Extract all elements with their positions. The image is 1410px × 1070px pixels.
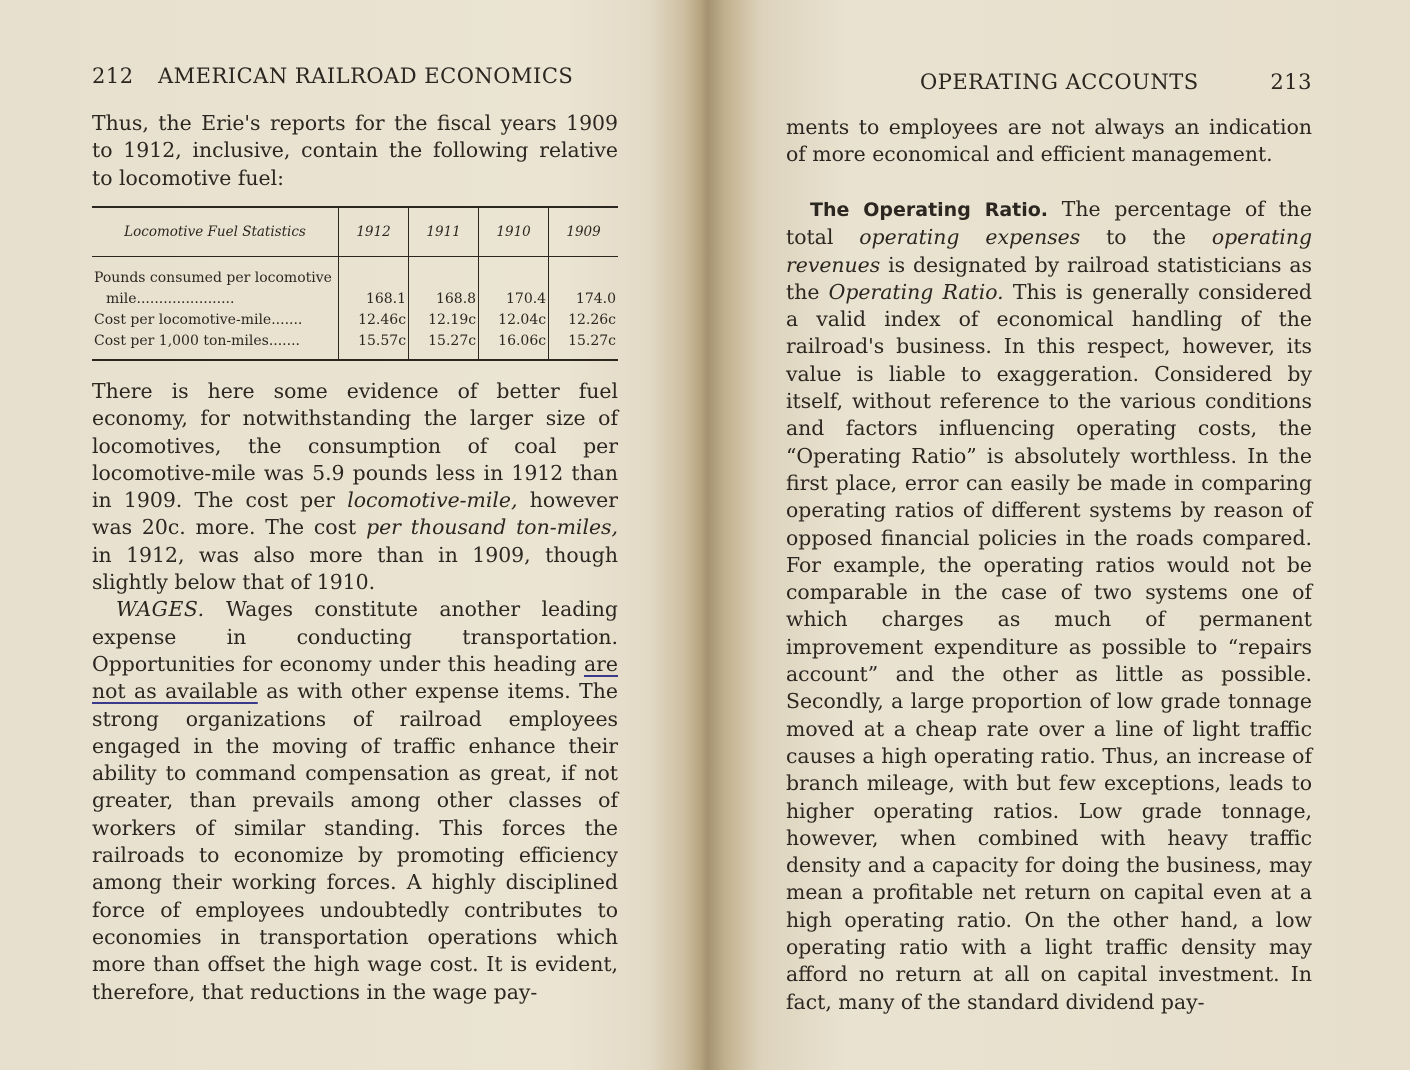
- table-header-label: Locomotive Fuel Statistics: [92, 208, 339, 257]
- row-label: Cost per 1,000 ton-miles.......: [94, 332, 300, 349]
- table-row: [92, 330, 618, 359]
- table-header-1912: 1912: [339, 208, 409, 257]
- left-body-text: [92, 378, 618, 1006]
- right-page: [786, 0, 1312, 1070]
- continuation-paragraph: [786, 114, 1312, 169]
- table-header-1911: 1911: [409, 208, 479, 257]
- table-cell: 15.27c: [409, 330, 479, 359]
- row-label: Pounds consumed per locomotive: [94, 269, 332, 286]
- table-cell: 15.57c: [339, 330, 409, 359]
- table-header-1910: 1910: [479, 208, 549, 257]
- left-page: [92, 0, 618, 1070]
- left-running-head: [92, 64, 618, 94]
- operating-ratio-paragraph: The Operating Ratio. The percentage of the total operating expenses to the operating revenues is designated by railroad statisticians as the Operating Ratio. This is generally considered a valid index of economical handling of the railroad's business. In this respect, however, its value is liable to exaggeration. Considered by itself, without reference to the various conditions and factors influencing operating costs, the “Operating Ratio” is absolutely worthless. In the first place, error can easily be made in comparing operating ratios of different systems by reason of opposed financial policies in the roads compared. For example, the operating ratios would not be comparable in the case of two systems one of which charges as much of permanent improvement expenditure as possible to “repairs account” and the other as little as possible. Secondly, a large proportion of low grade tonnage moved at a cheap rate over a line of light traffic causes a high operating ratio. Thus, an increase of branch mileage, with but few exceptions, leads to higher operating ratios. Low grade tonnage, however, when combined with heavy traffic density and a capacity for doing the business, may mean a profitable net return on capital even at a high operating ratio. On the other hand, a low operating ratio with a light traffic density may afford no return at all on capital investment. In fact, many of the standard dividend pay-: [786, 197, 1313, 1014]
- table-header-1909: 1909: [549, 208, 618, 257]
- fuel-economy-paragraph: There is here some evidence of better fuel economy, for notwithstanding the larger size of locomotives, the consumption of coal per locomotive-mile was 5.9 pounds less in 1912 than in 1909. The cost per locomotive-mile, however was 20c. more. The cost per thousand ton-miles, in 1912, was also more than in 1909, though slightly below that of 1910.: [92, 379, 618, 595]
- section-heading: The Operating Ratio.: [810, 199, 1049, 221]
- fuel-statistics-table: [92, 206, 618, 361]
- intro-text: Thus, the Erie's reports for the fiscal years 1909 to 1912, inclusive, contain the following relative to locomotive fuel:: [92, 111, 618, 190]
- table-row: [92, 288, 618, 309]
- table-cell: 168.1: [339, 288, 409, 309]
- table-cell: 16.06c: [479, 330, 549, 359]
- table-cell: 12.19c: [409, 309, 479, 330]
- row-label: Cost per locomotive-mile.......: [94, 311, 303, 328]
- right-page-number: 213: [1270, 70, 1312, 94]
- table-cell: 170.4: [479, 288, 549, 309]
- right-running-head: [786, 70, 1312, 100]
- table-cell: 174.0: [549, 288, 618, 309]
- table-cell: 15.27c: [549, 330, 618, 359]
- wages-paragraph: WAGES. Wages constitute another leading expense in conducting transportation. Opportunities for economy under this heading are not as available as with other expense items. The strong organizations of railroad employees engaged in the moving of traffic enhance their ability to command compensation as great, if not greater, than prevails among other classes of workers of similar standing. This forces the railroads to economize by promoting efficiency among their working forces. A highly disciplined force of employees undoubtedly contributes to economies in transportation operations which more than offset the high wage cost. It is evident, therefore, that reductions in the wage pay-: [92, 597, 618, 1004]
- operating-ratio-section: [786, 196, 1312, 1016]
- table-cell: 12.04c: [479, 309, 549, 330]
- row-label: mile......................: [106, 290, 235, 307]
- table-cell: 168.8: [409, 288, 479, 309]
- wages-heading: WAGES.: [116, 597, 205, 622]
- table-cell: 12.46c: [339, 309, 409, 330]
- left-page-number: 212: [92, 64, 134, 88]
- table-cell: 12.26c: [549, 309, 618, 330]
- right-running-title: OPERATING ACCOUNTS: [920, 70, 1199, 94]
- continuation-text: ments to employees are not always an indication of more economical and efficient management.: [786, 115, 1312, 167]
- left-running-title: AMERICAN RAILROAD ECONOMICS: [158, 64, 574, 88]
- intro-paragraph: [92, 110, 618, 192]
- table-row: [92, 257, 618, 289]
- table-row: [92, 309, 618, 330]
- pencil-underline: are not as available: [92, 651, 618, 704]
